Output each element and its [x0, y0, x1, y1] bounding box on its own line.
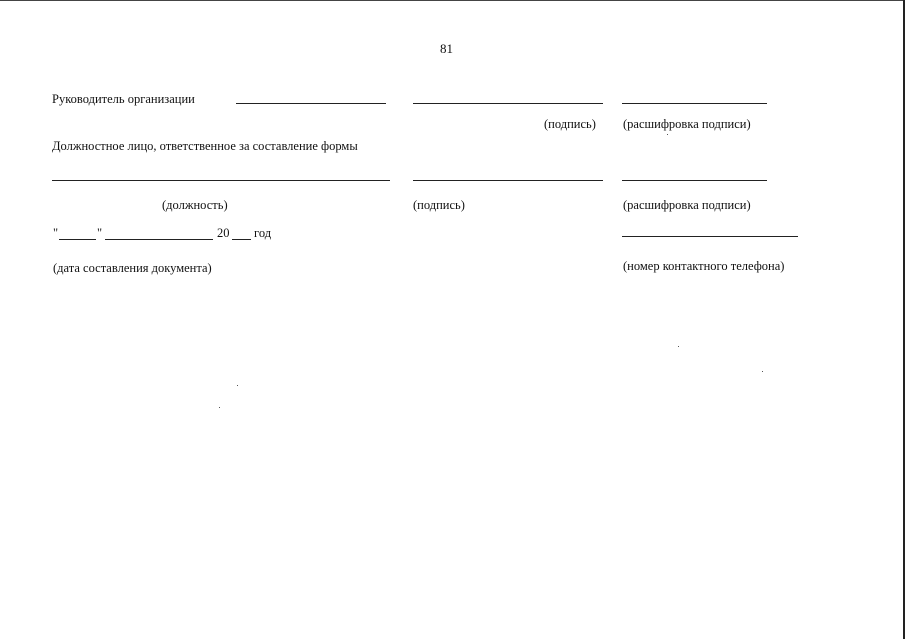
head-signature-line[interactable]	[413, 103, 603, 104]
scan-speck	[667, 134, 668, 135]
position-caption: (должность)	[162, 198, 228, 212]
date-caption: (дата составления документа)	[53, 261, 212, 275]
head-blank-line[interactable]	[236, 103, 386, 104]
date-day-line[interactable]	[59, 239, 96, 240]
head-decoding-line[interactable]	[622, 103, 767, 104]
date-quote-close: "	[97, 226, 103, 240]
head-decoding-caption: (расшифровка подписи)	[623, 117, 751, 131]
scan-speck	[678, 346, 679, 347]
page-number: 81	[440, 41, 453, 56]
responsible-decoding-caption: (расшифровка подписи)	[623, 198, 751, 212]
date-year-prefix: 20	[217, 226, 230, 240]
responsible-signature-line[interactable]	[413, 180, 603, 181]
head-signature-caption: (подпись)	[544, 117, 596, 131]
date-year-suffix: год	[254, 226, 272, 240]
date-year-line[interactable]	[232, 239, 251, 240]
head-of-organization-label: Руководитель организации	[52, 92, 195, 106]
date-month-line[interactable]	[105, 239, 213, 240]
position-line[interactable]	[52, 180, 390, 181]
responsible-decoding-line[interactable]	[622, 180, 767, 181]
phone-caption: (номер контактного телефона)	[623, 259, 785, 273]
scan-speck	[219, 407, 220, 408]
responsible-signature-caption: (подпись)	[413, 198, 465, 212]
scan-speck	[762, 371, 763, 372]
scan-speck	[237, 385, 238, 386]
scan-edge-top	[0, 0, 905, 1]
date-quote-open: "	[53, 226, 59, 240]
responsible-official-label: Должностное лицо, ответственное за составление формы	[52, 139, 358, 153]
phone-line[interactable]	[622, 236, 798, 237]
